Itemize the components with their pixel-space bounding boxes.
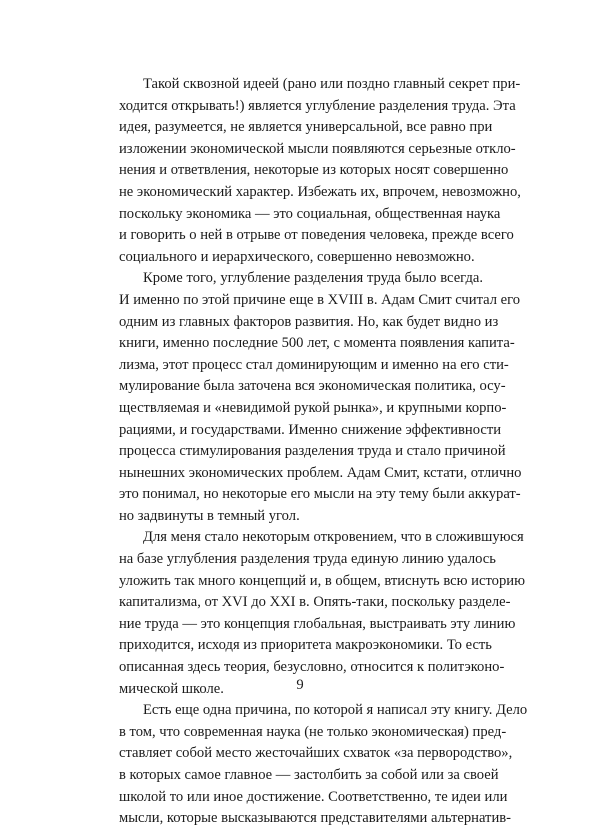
paragraph-line: идея, разумеется, не является универсальной, все равно при: [119, 119, 493, 136]
paragraph-line: приходится, исходя из приоритета макроэкономики. То есть: [119, 637, 492, 654]
document-page: [119, 74, 528, 830]
paragraph-line: нения и ответвления, некоторые из которых носят совершенно: [119, 162, 509, 179]
paragraph-line: Кроме того, углубление разделения труда было всегда.: [143, 270, 483, 287]
paragraph-line: на базе углубления разделения труда единую линию удалось: [119, 551, 496, 568]
paragraph-line: книги, именно последние 500 лет, с момента появления капита-: [119, 335, 515, 352]
page-number: 9: [296, 677, 304, 693]
paragraph-line: не экономический характер. Избежать их, впрочем, невозможно,: [119, 183, 521, 200]
paragraph-line: описанная здесь теория, безусловно, относится к политэконо-: [119, 659, 505, 676]
paragraph-line: Такой сквозной идеей (рано или поздно главный секрет при-: [143, 76, 521, 92]
paragraph-line: уложить так много концепций и, в общем, втиснуть всю историю: [119, 572, 525, 589]
paragraph-line: это понимал, но некоторые его мысли на эту тему были аккурат-: [119, 486, 521, 503]
paragraph-line: в том, что современная наука (не только экономическая) пред-: [119, 723, 507, 740]
paragraph-line: социального и иерархического, совершенно невозможно.: [119, 248, 475, 265]
paragraph-line: мической школе.: [119, 680, 224, 697]
paragraph-line: мулирование была заточена вся экономическая политика, осу-: [119, 378, 506, 395]
paragraph-line: лизма, этот процесс стал доминирующим и именно на его сти-: [119, 356, 509, 373]
paragraph-line: Для меня стало некоторым откровением, что в сложившуюся: [143, 529, 524, 546]
paragraph-line: ние труда — это концепция глобальная, выстраивать эту линию: [119, 615, 516, 632]
paragraph-line: мысли, которые высказываются представителями альтернатив-: [119, 810, 511, 827]
paragraph-line: Есть еще одна причина, по которой я написал эту книгу. Дело: [143, 702, 528, 719]
paragraph-1: [119, 74, 521, 268]
paragraph-line: изложении экономической мысли появляются серьезные откло-: [119, 140, 516, 157]
paragraph-line: процесса стимулирования разделения труда и стало причиной: [119, 443, 506, 460]
paragraph-4: [119, 700, 528, 830]
paragraph-2: [119, 268, 522, 527]
paragraph-line: нынешних экономических проблем. Адам Смит, кстати, отлично: [119, 464, 522, 481]
paragraph-line: ходится открывать!) является углубление разделения труда. Эта: [119, 97, 516, 114]
paragraph-line: школой то или иное достижение. Соответственно, те идеи или: [119, 788, 508, 805]
paragraph-line: ществляемая и «невидимой рукой рынка», и крупными корпо-: [119, 399, 507, 416]
paragraph-line: одним из главных факторов развития. Но, как будет видно из: [119, 313, 499, 330]
paragraph-line: И именно по этой причине еще в XVIII в. Адам Смит считал его: [119, 291, 521, 308]
paragraph-line: в которых самое главное — застолбить за собой или за своей: [119, 767, 499, 783]
paragraph-line: и говорить о ней в отрыве от поведения человека, прежде всего: [119, 227, 514, 244]
paragraph-line: рациями, и государствами. Именно снижение эффективности: [119, 421, 502, 438]
paragraph-line: но задвинуты в темный угол.: [119, 507, 300, 524]
paragraph-line: ставляет собой место жесточайших схваток «за первородство»,: [119, 745, 513, 762]
paragraph-line: поскольку экономика — это социальная, общественная наука: [119, 205, 501, 222]
paragraph-line: капитализма, от XVI до XXI в. Опять-таки, поскольку разделе-: [119, 594, 511, 611]
paragraph-3: [119, 527, 525, 700]
